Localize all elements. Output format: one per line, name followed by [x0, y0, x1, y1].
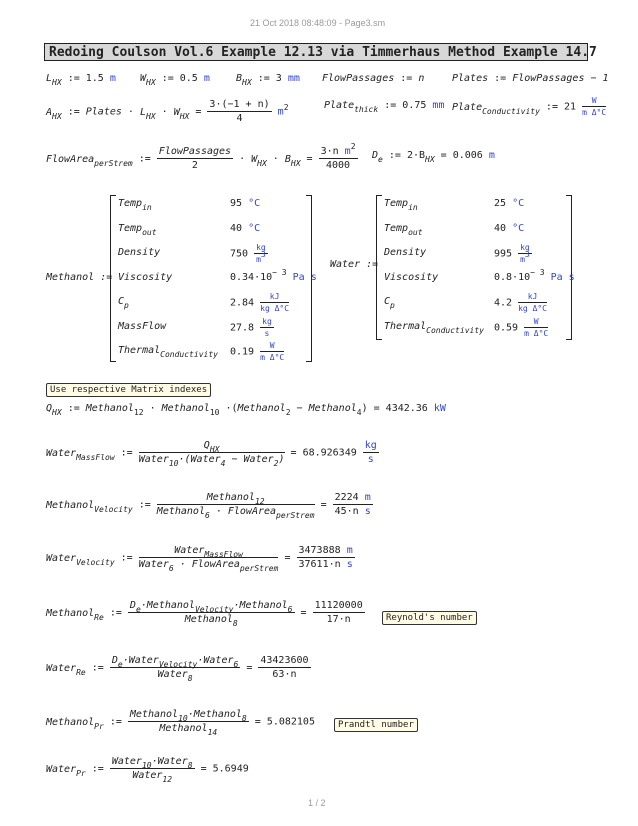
platecond-value: 21 — [564, 101, 577, 113]
def-flowpassages: FlowPassages := n — [322, 73, 425, 84]
water-row-value: 4.2 $\frac{kJ}{\text{kg Δ°C}}$ — [494, 292, 547, 313]
def-platethick: Plate$_{thick}$ := 0.75 mm — [324, 100, 445, 114]
methanol-row-value: 0.19 $\frac{W}{\text{m Δ°C}}$ — [230, 341, 285, 362]
water-massflow-unit-den: s — [367, 454, 374, 465]
ahx-numerator: 3·(−1 + n) — [209, 99, 270, 110]
methanol-row-name: Temp$_{out}$ — [118, 222, 157, 237]
methanol-bracket-left — [110, 195, 116, 362]
platecond-unit-num: W — [582, 96, 606, 107]
def-flowarea: FlowArea$_{perStrem}$ := FlowPassages 2 · $W_{HX} \cdot B_{HX}$ = $\frac{3\cdot n m^2}{4000}$ — [46, 142, 356, 171]
ahx-denominator: 4 — [236, 113, 243, 124]
methanol-row-name: Thermal$_{Conductivity}$ — [118, 345, 218, 359]
flowarea-unit: m — [344, 146, 351, 157]
eq-water-re: Water$_{Re}$ := $D_e\cdot Water_{Velocity}\cdot Water_6$ Water$_8$ = $\frac{43423600}{63\cdot n}$ — [46, 655, 309, 683]
water-row-value: 995 $\frac{kg}{m3}$ — [494, 243, 530, 264]
methanol-row-name: Viscosity — [118, 271, 173, 283]
qhx-value: 4342.36 — [385, 403, 428, 414]
eq-qhx: $Q_{HX}$ := Methanol$_{12}$ · Methanol$_{10}$ ·(Methanol$_2$ − Methanol$_4$) = 4342.36 kW — [46, 403, 446, 417]
de-unit: m — [488, 150, 495, 161]
page-footer: 1 / 2 — [308, 798, 326, 808]
water-row-value: 40 °C — [494, 222, 525, 234]
water-vel-num: 3473888 — [298, 545, 341, 556]
meth-re-den: 17·n — [326, 614, 351, 625]
lhx-unit: m — [109, 73, 116, 84]
water-bracket-right — [566, 195, 572, 340]
page-title: Redoing Coulson Vol.6 Example 12.13 via Timmerhaus Method Example 14.7 — [44, 43, 588, 61]
meth-vel-den: 45·n — [334, 506, 359, 517]
methanol-row-value: $0.34\cdot 10^{- 3}$ Pa s — [230, 267, 317, 283]
water-row-name: Thermal$_{Conductivity}$ — [384, 320, 484, 335]
water-row-name: Temp$_{out}$ — [384, 222, 423, 237]
methanol-row-value: 40 °C — [230, 222, 261, 234]
water-row-value: $0.8\cdot 10^{- 3}$ Pa s — [494, 267, 575, 283]
reynolds-note: Reynold's number — [382, 611, 477, 625]
meth-re-num: 11120000 — [314, 600, 363, 611]
flowarea-den: 4000 — [326, 160, 351, 171]
matrix-note: Use respective Matrix indexes — [46, 383, 211, 397]
prandtl-note: Prandtl number — [334, 718, 418, 732]
platethick-value: 0.75 — [402, 100, 427, 111]
methanol-row-name: MassFlow — [118, 320, 167, 332]
ahx-exp: 2 — [283, 102, 289, 112]
water-row-name: Temp$_{in}$ — [384, 198, 418, 212]
whx-unit: m — [203, 73, 210, 84]
bhx-unit: mm — [287, 73, 300, 84]
de-expr: 2·B — [406, 150, 426, 161]
water-massflow-value: 68.926349 — [302, 447, 357, 459]
def-whx: $W_{HX}$ := 0.5 m — [140, 73, 210, 87]
def-ahx: $A_{HX}$ := Plates · $L_{HX} \cdot W_{HX}$ = $\frac{3\cdot(-1 + n)}{4}$ $m^2$ — [46, 99, 289, 124]
def-de: $D_e$ := $2\cdot B_{HX} = 0.006$ m — [372, 150, 495, 164]
water-row-name: Viscosity — [384, 271, 439, 283]
platecond-unit-den: m Δ°C — [582, 108, 607, 117]
water-bracket-left — [376, 195, 382, 340]
flowarea-num: 3·n — [320, 146, 339, 157]
methanol-label: Methanol := — [46, 272, 113, 283]
eq-water-velocity: Water$_{Velocity}$ := Water$_{MassFlow}$ Water$_6$ · FlowArea$_{perStrem}$ = $\frac{3473888 m}{\text{37611·n s}}$ — [46, 545, 353, 573]
flowarea-exp: 2 — [350, 142, 356, 151]
methanol-row-value: 27.8 $\frac{kg}{s}$ — [230, 316, 272, 338]
eq-methanol-re: Methanol$_{Re}$ := $D_e\cdot Methanol_{Velocity}\cdot Methanol_6$ Methanol$_8$ = $\frac{11120000}{17\cdot n}$ — [46, 600, 363, 628]
eq-methanol-pr: Methanol$_{Pr}$ := Methanol$_{10}$·Methanol$_8$ Methanol$_{14}$ = 5.082105 — [46, 709, 315, 737]
water-pr-value: 5.6949 — [212, 763, 249, 775]
def-lhx: $L_{HX}$ := 1.5 m — [46, 73, 116, 87]
water-massflow-unit-num: kg — [364, 440, 377, 451]
water-row-value: 25 °C — [494, 198, 525, 209]
ahx-unit: m — [277, 106, 284, 118]
def-bhx: $B_{HX}$ := 3 mm — [236, 73, 300, 87]
methanol-row-name: Temp$_{in}$ — [118, 198, 152, 212]
methanol-row-name: Density — [118, 247, 161, 258]
eq-water-massflow: Water$_{MassFlow}$ := $Q_{HX}$ Water$_{10}$·(Water$_4$ − Water$_2$) = 68.926349 $\frac{kg}{s}$ — [46, 440, 377, 468]
platethick-unit: mm — [432, 100, 445, 111]
water-row-name: $C_p$ — [384, 296, 395, 310]
water-vel-den: 37611·n — [298, 559, 341, 570]
flowpassages-value: n — [418, 73, 425, 84]
water-re-num: 43423600 — [260, 655, 309, 666]
def-platecond: Plate$_{Conductivity}$ := 21 $\frac{W}{\text{m Δ°C}}$ — [452, 96, 607, 117]
meth-vel-num: 2224 — [334, 492, 359, 503]
page-header: 21 Oct 2018 08:48:09 - Page3.sm — [250, 18, 386, 28]
meth-pr-value: 5.082105 — [266, 716, 315, 728]
water-re-den: 63·n — [272, 669, 297, 680]
bhx-value: 3 — [275, 73, 282, 84]
lhx-value: 1.5 — [85, 73, 104, 84]
eq-water-pr: Water$_{Pr}$ := Water$_{10}$·Water$_8$ Water$_{12}$ = 5.6949 — [46, 756, 249, 784]
de-value: 0.006 — [452, 150, 483, 161]
plates-value: FlowPassages − 1 — [512, 73, 609, 84]
qhx-unit: kW — [433, 403, 446, 414]
whx-value: 0.5 — [179, 73, 198, 84]
water-row-value: 0.59 $\frac{W}{\text{m Δ°C}}$ — [494, 316, 549, 338]
methanol-row-value: 750 $\frac{kg}{m3}$ — [230, 243, 266, 264]
def-plates: Plates := FlowPassages − 1 — [452, 73, 609, 84]
eq-methanol-velocity: Methanol$_{Velocity}$ := Methanol$_{12}$ Methanol$_6$ · FlowArea$_{perStrem}$ = $\frac{2224 m}{\text{45·n s}}$ — [46, 492, 371, 520]
methanol-row-name: $C_p$ — [118, 296, 129, 310]
water-row-name: Density — [384, 247, 427, 258]
methanol-row-value: 95 °C — [230, 198, 261, 209]
methanol-row-value: 2.84 $\frac{kJ}{\text{kg Δ°C}}$ — [230, 292, 290, 313]
water-label: Water := — [330, 259, 379, 270]
